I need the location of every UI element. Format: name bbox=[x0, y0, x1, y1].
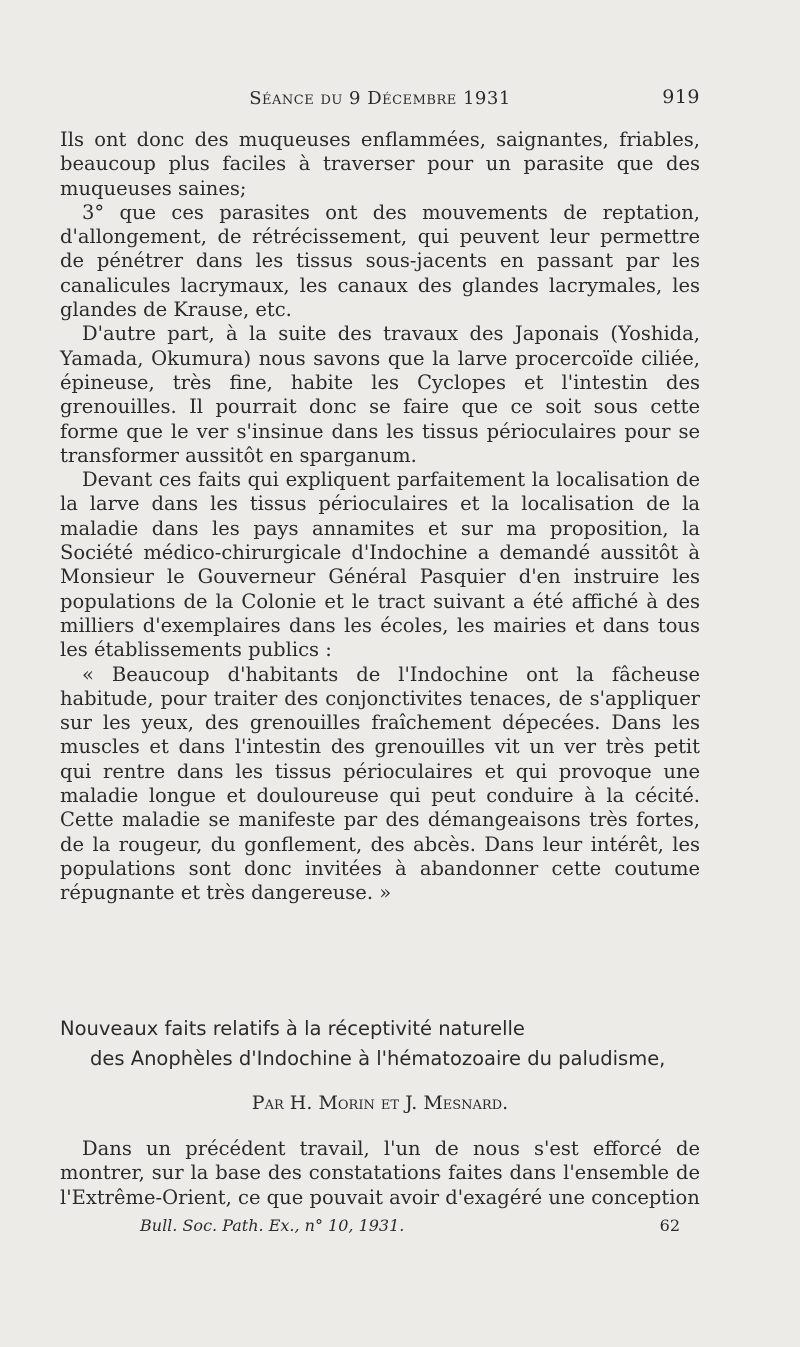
body-text bbox=[60, 128, 700, 906]
paragraph: D'autre part, à la suite des travaux des Japonais (Yoshida, Yamada, Okumura) nous savons que la larve procercoïde ciliée, épineuse, très fine, habite les Cyclopes et l'intestin des grenouilles. Il pourrait donc se faire que ce soit sous cette forme que le ver s'insinue dans les tissus périoculaires pour se transformer aussitôt en sparganum. bbox=[60, 322, 700, 467]
article-body bbox=[60, 1137, 700, 1210]
paragraph: Dans un précédent travail, l'un de nous s'est efforcé de montrer, sur la base des constatations faites dans l'ensemble de l'Extrême-Orient, ce que pouvait avoir d'exagéré une conception bbox=[60, 1137, 700, 1209]
paragraph: « Beaucoup d'habitants de l'Indochine ont la fâcheuse habitude, pour traiter des conjonctivites tenaces, de s'appliquer sur les yeux, des grenouilles fraîchement dépecées. Dans les muscles et dans l'intestin des grenouilles vit un ver très petit qui rentre dans les tissus périoculaires et qui provoque une maladie longue et douloureuse qui peut conduire à la cécité. Cette maladie se manifeste par des démangeaisons très fortes, de la rougeur, du gonflement, des abcès. Dans leur intérêt, les populations sont donc invitées à abandonner cette coutume répugnante et très dangereuse. » bbox=[60, 662, 700, 905]
article-authors: Par H. Morin et J. Mesnard. bbox=[251, 1092, 509, 1114]
journal-citation: Bull. Soc. Path. Ex., n° 10, 1931. bbox=[140, 1216, 405, 1235]
paragraph: 3° que ces parasites ont des mouvements de reptation, d'allongement, de rétrécissement, qui peuvent leur permettre de pénétrer dans les tissus sous-jacents en passant par les canalicules lacrymaux, les canaux des glandes lacrymales, les glandes de Krause, etc. bbox=[60, 200, 700, 322]
running-title: Séance du 9 Décembre 1931 bbox=[249, 88, 511, 109]
footer bbox=[140, 1216, 680, 1235]
page-number: 919 bbox=[662, 86, 700, 108]
article-title bbox=[60, 1014, 700, 1074]
article-title-line-2: des Anophèles d'Indochine à l'hématozoaire du paludisme, bbox=[90, 1047, 666, 1070]
paragraph: Ils ont donc des muqueuses enflammées, saignantes, friables, beaucoup plus faciles à traverser pour un parasite que des muqueuses saines; bbox=[60, 128, 700, 200]
article-title-line-1: Nouveaux faits relatifs à la réceptivité naturelle bbox=[60, 1017, 525, 1040]
paragraph: Devant ces faits qui expliquent parfaitement la localisation de la larve dans les tissus périoculaires et la localisation de la maladie dans les pays annamites et sur ma proposition, la Société médico-chirurgicale d'Indochine a demandé aussitôt à Monsieur le Gouverneur Général Pasquier d'en instruire les populations de la Colonie et le tract suivant a été affiché à des milliers d'exemplaires dans les écoles, les mairies et dans tous les établissements publics : bbox=[60, 468, 700, 662]
running-head bbox=[60, 84, 700, 114]
sheet-number: 62 bbox=[659, 1216, 680, 1235]
